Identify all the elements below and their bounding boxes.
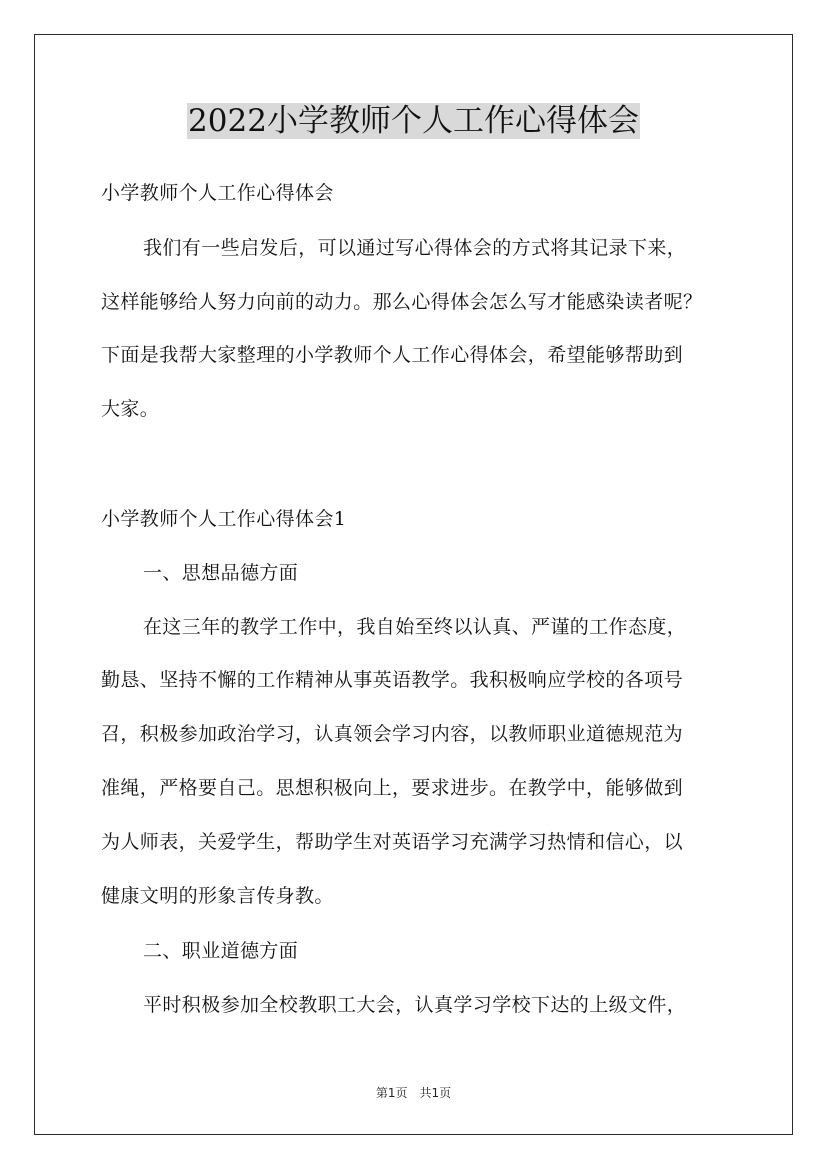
page-number: 第1页 共1页 xyxy=(375,1086,452,1100)
document-title xyxy=(0,100,827,142)
part1-line-5: 为人师表，关爱学生，帮助学生对英语学习充满学习热情和信心，以 xyxy=(101,831,684,853)
part1-line-3: 召，积极参加政治学习，认真领会学习内容，以教师职业道德规范为 xyxy=(101,723,684,745)
intro-line-1: 我们有一些启发后，可以通过写心得体会的方式将其记录下来， xyxy=(143,237,687,259)
part1-line-1: 在这三年的教学工作中，我自始至终以认真、严谨的工作态度， xyxy=(143,616,687,638)
section1-heading: 小学教师个人工作心得体会1 xyxy=(101,508,347,530)
part2-heading: 二、职业道德方面 xyxy=(143,940,299,962)
intro-line-2: 这样能够给人努力向前的动力。那么心得体会怎么写才能感染读者呢？ xyxy=(101,291,703,313)
intro-line-3: 下面是我帮大家整理的小学教师个人工作心得体会，希望能够帮助到 xyxy=(101,344,684,366)
part1-heading: 一、思想品德方面 xyxy=(143,562,299,584)
part2-line-1: 平时积极参加全校教职工大会，认真学习学校下达的上级文件， xyxy=(143,994,687,1016)
document-title-text: 2022小学教师个人工作心得体会 xyxy=(188,103,639,139)
part1-line-2: 勤恳、坚持不懈的工作精神从事英语教学。我积极响应学校的各项号 xyxy=(101,669,684,691)
intro-line-4: 大家。 xyxy=(101,398,160,420)
part1-line-6: 健康文明的形象言传身教。 xyxy=(101,885,334,907)
document-subtitle: 小学教师个人工作心得体会 xyxy=(101,182,334,204)
part1-line-4: 准绳，严格要自己。思想积极向上，要求进步。在教学中，能够做到 xyxy=(101,777,684,799)
